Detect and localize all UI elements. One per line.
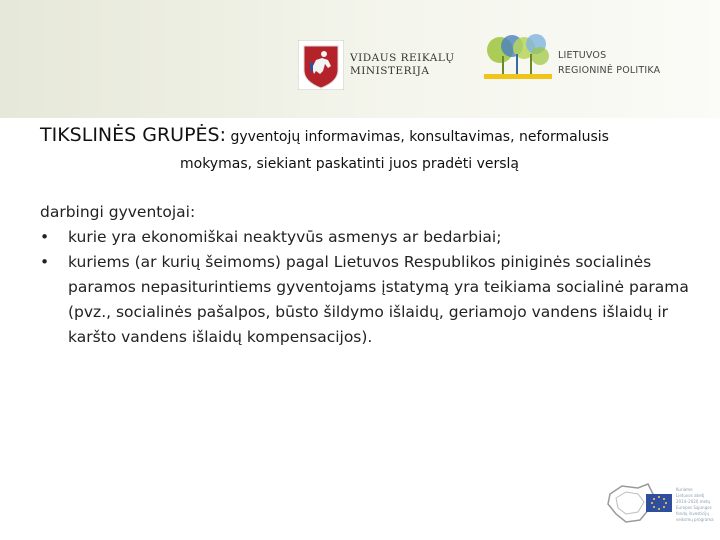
bullet-list (40, 225, 690, 350)
regional-policy-name (558, 48, 660, 78)
slide-body (40, 200, 690, 350)
ministry-line-1: VIDAUS REIKALŲ (350, 52, 455, 64)
fund-line: fondų investicijų (676, 511, 709, 516)
list-item (40, 225, 690, 250)
slide-title (40, 124, 710, 146)
bullet-symbol: • (40, 253, 50, 271)
regional-line-2: REGIONINĖ POLITIKA (558, 65, 661, 76)
regional-line-1: LIETUVOS (558, 50, 607, 61)
ministry-name (350, 52, 455, 78)
fund-line: Lietuvos ateitį (676, 493, 705, 498)
list-item (40, 250, 690, 350)
title-strong: TIKSLINĖS GRUPĖS: (40, 124, 226, 146)
bullet-symbol: • (40, 228, 50, 246)
coat-of-arms-icon (298, 40, 344, 90)
slide-title-line-2: mokymas, siekiant paskatinti juos pradėti verslą (180, 156, 520, 172)
ministry-line-2: MINISTERIJA (350, 65, 430, 77)
eu-funds-text (676, 487, 714, 523)
bullet-text: kuriems (ar kurių šeimoms) pagal Lietuvos Respublikos piniginės socialinės paramos nepasiturintiems gyventojams įstatymą yra teikiama socialinė parama (pvz., socialinės pašalpos, būsto šildymo išlaidų, geriamojo vandens išlaidų ir karšto vandens išlaidų kompensacijos). (68, 253, 689, 346)
regional-policy-logo-icon (480, 30, 556, 82)
fund-line: 2014–2020 metų (676, 499, 711, 504)
bullet-text: kurie yra ekonomiškai neaktyvūs asmenys ar bedarbiai; (68, 228, 502, 246)
fund-line: Kuriame (676, 487, 693, 492)
fund-line: Europos Sąjungos (676, 505, 712, 510)
intro-text: darbingi gyventojai: (40, 203, 196, 221)
title-rest: gyventojų informavimas, konsultavimas, neformalusis (226, 129, 609, 145)
fund-line: veiksmų programa (676, 517, 714, 522)
